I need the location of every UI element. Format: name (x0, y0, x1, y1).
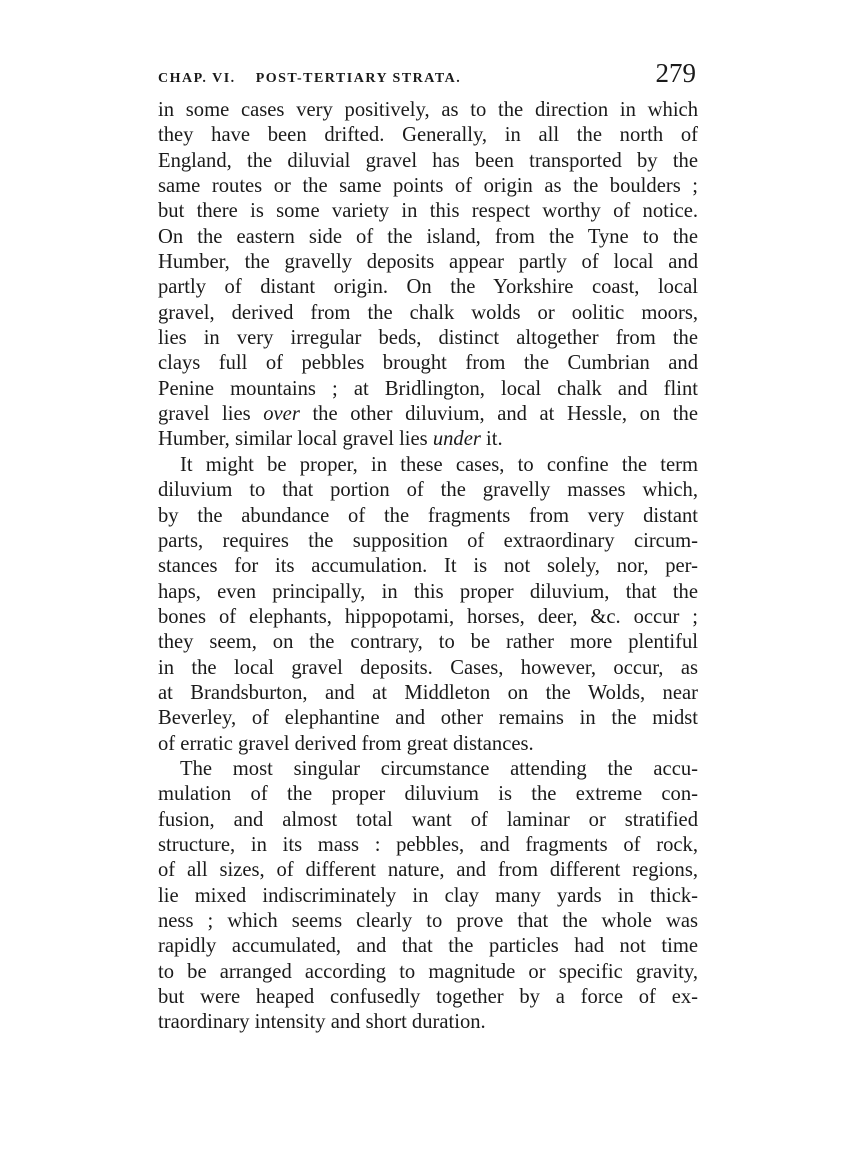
text-line: at Brandsburton, and at Middleton on the Wolds, near (158, 681, 698, 704)
text-line: of all sizes, of different nature, and from different regions, (158, 859, 698, 882)
text-line: fusion, and almost total want of laminar or stratified (158, 808, 698, 831)
book-page (158, 58, 698, 1036)
running-title: POST-TERTIARY STRATA. (255, 71, 462, 86)
text-line: in the local gravel deposits. Cases, however, occur, as (158, 656, 698, 679)
text-line: The most singular circumstance attending the accu- (180, 757, 698, 780)
text-line: but were heaped confusedly together by a force of ex- (158, 986, 698, 1009)
paragraph-3 (158, 757, 698, 1036)
body-text (158, 98, 698, 1036)
running-head (158, 58, 698, 98)
italic-word: under (432, 428, 481, 451)
text-line: lie mixed indiscriminately in clay many yards in thick- (158, 884, 698, 907)
text-line: clays full of pebbles brought from the Cumbrian and (158, 352, 698, 375)
text-line: traordinary intensity and short duration. (158, 1011, 486, 1034)
italic-word: over (263, 403, 300, 426)
text-line: On the eastern side of the island, from the Tyne to the (158, 225, 698, 248)
text-line: It might be proper, in these cases, to confine the term (180, 453, 698, 476)
text-line: gravel lies over the other diluvium, and at Hessle, on the (158, 403, 698, 426)
text-line: bones of elephants, hippopotami, horses, deer, &c. occur ; (158, 605, 698, 628)
text-line: but there is some variety in this respect worthy of notice. (158, 200, 698, 223)
text-line: parts, requires the supposition of extraordinary circum- (158, 529, 698, 552)
text-line: rapidly accumulated, and that the particles had not time (158, 935, 698, 958)
text-line: England, the diluvial gravel has been transported by the (158, 149, 698, 172)
page-number: 279 (655, 58, 696, 88)
text-line: Penine mountains ; at Bridlington, local chalk and flint (158, 377, 698, 400)
text-line: haps, even principally, in this proper diluvium, that the (158, 580, 698, 603)
chapter-label: CHAP. VI. (158, 71, 236, 86)
text-line: Humber, similar local gravel lies under it. (158, 428, 503, 451)
text-line: of erratic gravel derived from great distances. (158, 732, 534, 755)
text-line: to be arranged according to magnitude or specific gravity, (158, 960, 698, 983)
text-line: structure, in its mass : pebbles, and fragments of rock, (158, 833, 698, 856)
text-line: they have been drifted. Generally, in all the north of (158, 124, 698, 147)
text-line: partly of distant origin. On the Yorkshire coast, local (158, 276, 698, 299)
text-line: same routes or the same points of origin as the boulders ; (158, 175, 698, 198)
text-line: lies in very irregular beds, distinct altogether from the (158, 327, 698, 350)
text-line: diluvium to that portion of the gravelly masses which, (158, 479, 698, 502)
text-line: mulation of the proper diluvium is the extreme con- (158, 783, 698, 806)
text-line: by the abundance of the fragments from very distant (158, 504, 698, 527)
text-line: Humber, the gravelly deposits appear partly of local and (158, 251, 698, 274)
text-line: stances for its accumulation. It is not solely, nor, per- (158, 555, 698, 578)
text-line: ness ; which seems clearly to prove that the whole was (158, 910, 698, 932)
text-line: in some cases very positively, as to the direction in which (158, 99, 698, 121)
paragraph-2 (158, 453, 698, 757)
text-line: gravel, derived from the chalk wolds or oolitic moors, (158, 301, 698, 324)
paragraph-1 (158, 98, 698, 453)
text-line: Beverley, of elephantine and other remains in the midst (158, 707, 698, 730)
text-line: they seem, on the contrary, to be rather more plentiful (158, 631, 698, 654)
